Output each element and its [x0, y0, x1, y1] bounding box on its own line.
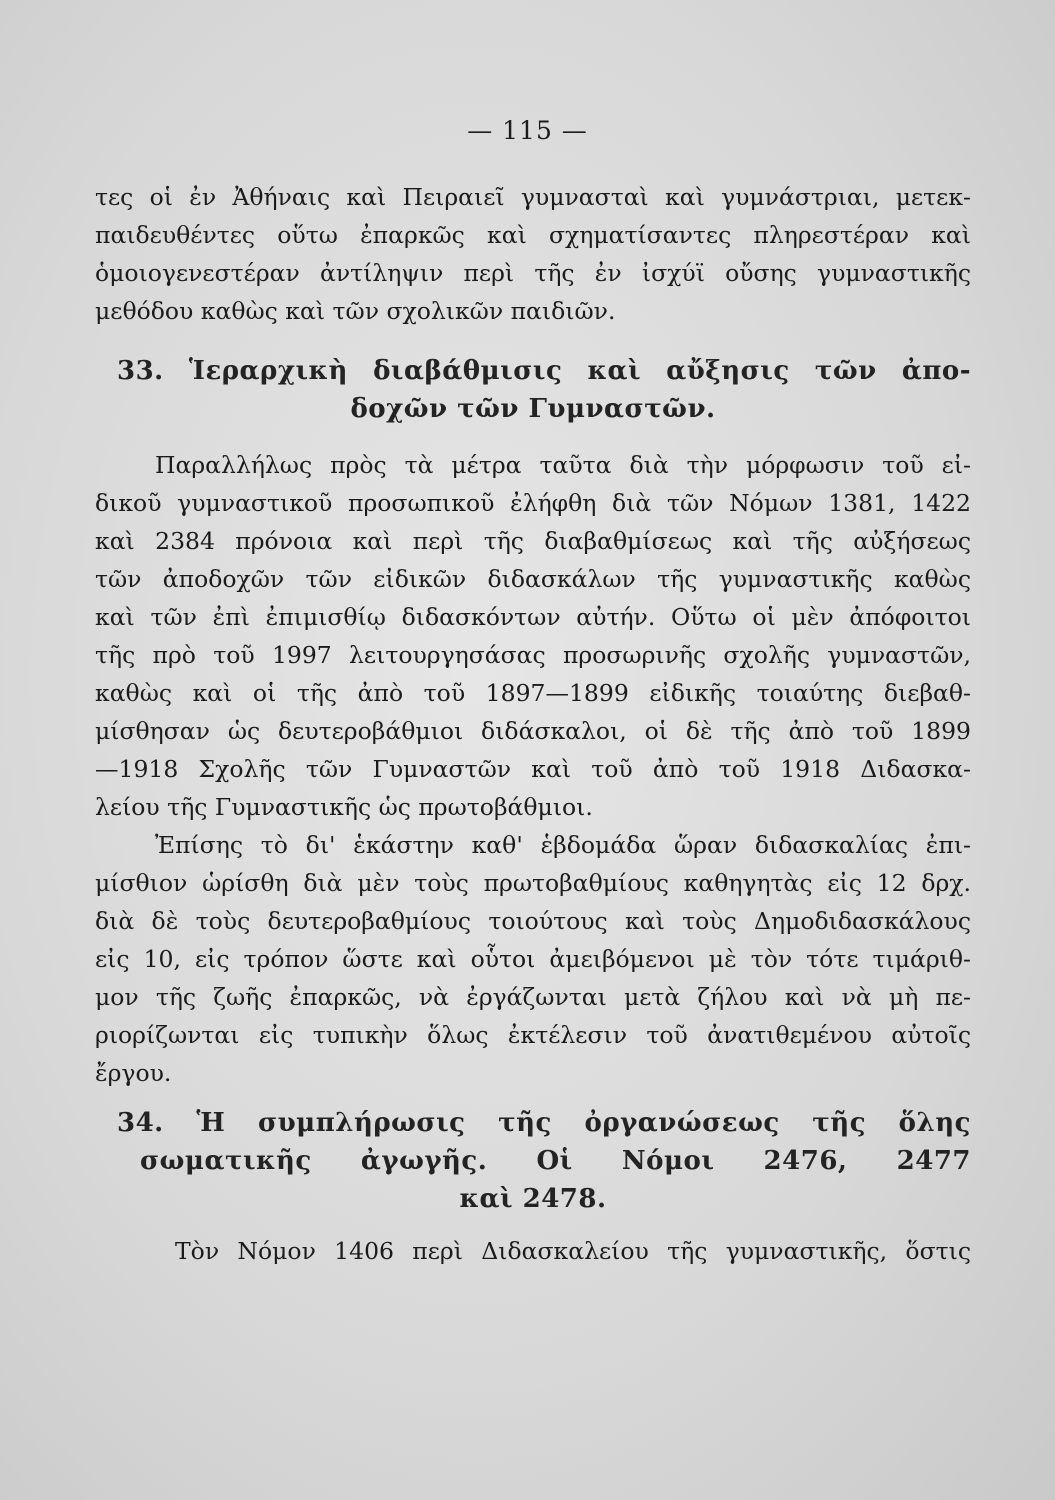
text-line: —1918 Σχολῆς τῶν Γυμναστῶν καὶ τοῦ ἀπὸ τοῦ 1918 Διδασκα-: [95, 755, 971, 783]
page-number: — 115 —: [467, 116, 588, 145]
heading-line: δοχῶν τῶν Γυμναστῶν.: [350, 394, 716, 424]
text-line: καὶ 2384 πρόνοια καὶ περὶ τῆς διαβαθμίσεως καὶ τῆς αὐξήσεως: [95, 527, 971, 555]
text-line: ἔργου.: [95, 1059, 172, 1087]
text-line: τες οἱ ἐν Ἀθήναις καὶ Πειραιεῖ γυμνασταὶ καὶ γυμνάστριαι, μετεκ-: [95, 183, 971, 211]
section-34-heading: [95, 1104, 971, 1218]
text-line: Τὸν Νόμον 1406 περὶ Διδασκαλείου τῆς γυμναστικῆς, ὅστις: [175, 1237, 971, 1265]
text-line: τῶν ἀποδοχῶν τῶν εἰδικῶν διδασκάλων τῆς γυμναστικῆς καθὼς: [95, 565, 971, 593]
section-33-heading: [95, 352, 971, 428]
text-line: λείου τῆς Γυμναστικῆς ὡς πρωτοβάθμιοι.: [95, 793, 593, 821]
text-line: μεθόδου καθὼς καὶ τῶν σχολικῶν παιδιῶν.: [95, 297, 616, 325]
text-line: καὶ τῶν ἐπὶ ἐπιμισθίῳ διδασκόντων αὐτήν. Οὕτω οἱ μὲν ἀπόφοιτοι: [95, 603, 971, 631]
text-line: μον τῆς ζωῆς ἐπαρκῶς, νὰ ἐργάζωνται μετὰ ζήλου καὶ νὰ μὴ πε-: [95, 983, 971, 1011]
text-line: ριορίζωνται εἰς τυπικὴν ὅλως ἐκτέλεσιν τοῦ ἀνατιθεμένου αὐτοῖς: [95, 1021, 971, 1049]
heading-line: 33. Ἱεραρχικὴ διαβάθμισις καὶ αὔξησις τῶν ἀπο-: [117, 356, 971, 386]
text-line: Παραλλήλως πρὸς τὰ μέτρα ταῦτα διὰ τὴν μόρφωσιν τοῦ εἰ-: [155, 451, 971, 479]
text-line: τῆς πρὸ τοῦ 1997 λειτουργησάσας προσωρινῆς σχολῆς γυμναστῶν,: [95, 641, 971, 669]
heading-line: 34. Ἡ συμπλήρωσις τῆς ὀργανώσεως τῆς ὅλης: [117, 1108, 971, 1138]
text-line: παιδευθέντες οὕτω ἐπαρκῶς καὶ σχηματίσαντες πληρεστέραν καὶ: [95, 221, 971, 249]
text-line: διὰ δὲ τοὺς δευτεροβαθμίους τοιούτους καὶ τοὺς Δημοδιδασκάλους: [95, 907, 971, 935]
section-33-body: [95, 446, 971, 1092]
text-line: καθὼς καὶ οἱ τῆς ἀπὸ τοῦ 1897—1899 εἰδικῆς τοιαύτης διεβαθ-: [95, 679, 971, 707]
intro-paragraph: [95, 178, 971, 330]
section-34-body: [95, 1232, 971, 1270]
text-line: εἰς 10, εἰς τρόπον ὥστε καὶ οὗτοι ἀμειβόμενοι μὲ τὸν τότε τιμάριθ-: [95, 945, 971, 973]
heading-line: σωματικῆς ἀγωγῆς. Οἱ Νόμοι 2476, 2477: [140, 1146, 971, 1176]
text-line: μίσθησαν ὡς δευτεροβάθμιοι διδάσκαλοι, οἱ δὲ τῆς ἀπὸ τοῦ 1899: [95, 717, 971, 745]
text-line: μίσθιον ὡρίσθη διὰ μὲν τοὺς πρωτοβαθμίους καθηγητὰς εἰς 12 δρχ.: [95, 869, 971, 897]
text-line: Ἐπίσης τὸ δι' ἑκάστην καθ' ἑβδομάδα ὥραν διδασκαλίας ἐπι-: [155, 831, 971, 859]
text-line: ὁμοιογενεστέραν ἀντίληψιν περὶ τῆς ἐν ἰσχύϊ οὔσης γυμναστικῆς: [95, 259, 971, 287]
heading-line: καὶ 2478.: [459, 1184, 607, 1214]
text-line: δικοῦ γυμναστικοῦ προσωπικοῦ ἐλήφθη διὰ τῶν Νόμων 1381, 1422: [95, 489, 971, 517]
